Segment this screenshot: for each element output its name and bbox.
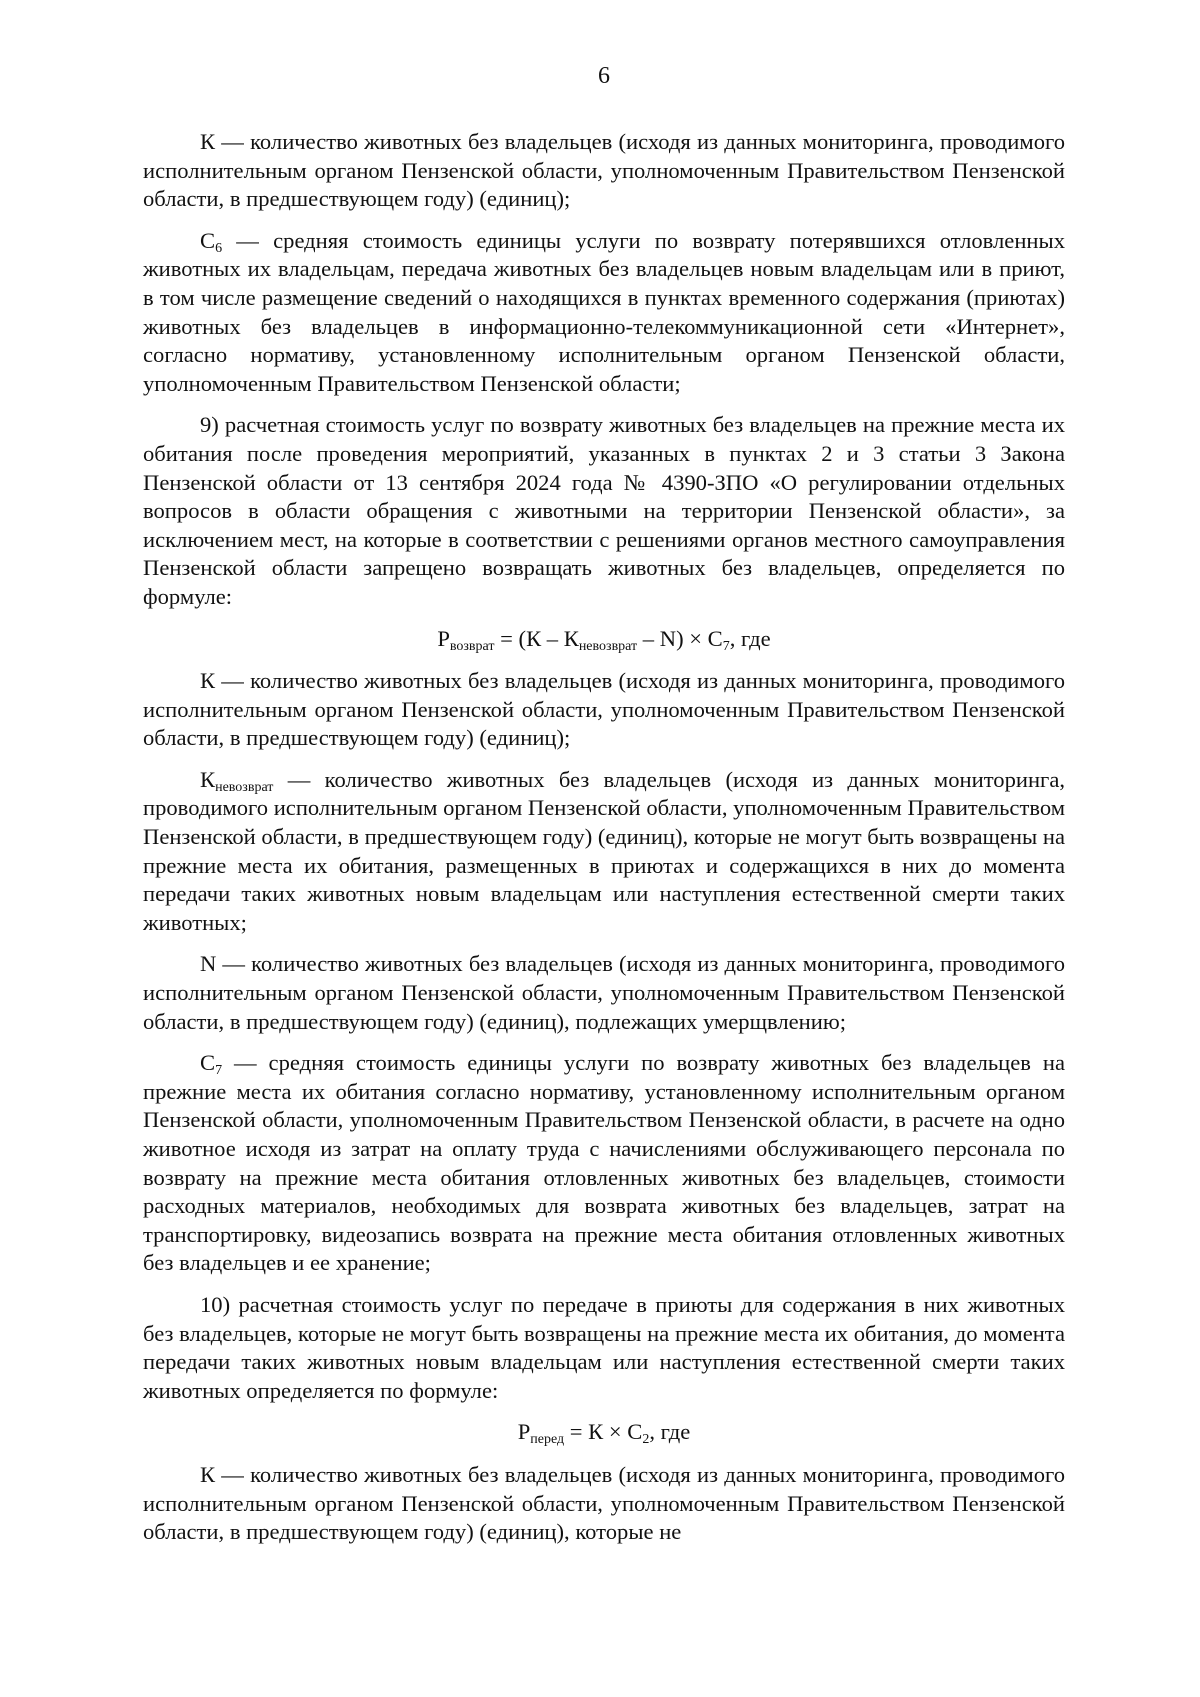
paragraph-item-10: 10) расчетная стоимость услуг по передаче в приюты для содержания в них животных без владельцев, которые не могут быть возвращены на прежние места их обитания, до момента передачи таких животных новым владельцам или наступления естественной смерти таких животных определяется по формуле: <box>143 1291 1065 1403</box>
page-number: 6 <box>598 63 610 89</box>
paragraph-c7-definition: $С_7$ — средняя стоимость единицы услуги по возврату животных без владельцев на прежние места их обитания согласно нормативу, установленному исполнительным органом Пензенской области, уполномоченным Правительством Пензенской области, в расчете на одно животное исходя из затрат на оплату труда с начислениями обслуживающего персонала по возврату на прежние места обитания отловленных животных без владельцев, стоимости расходных материалов, необходимых для возврата животных без владельцев, затрат на транспортировку, видеозапись возврата на прежние места обитания отловленных животных без владельцев и ее хранение; <box>143 1050 1065 1276</box>
paragraph-n-definition: N — количество животных без владельцев (исходя из данных мониторинга, проводимого исполнительным органом Пензенской области, уполномоченным Правительством Пензенской области, в предшествующем году) (единиц), подлежащих умерщвлению; <box>143 951 1065 1034</box>
paragraph-c6-definition: $С_6$ — средняя стоимость единицы услуги по возврату потерявшихся отловленных животных их владельцам, передача животных без владельцев новым владельцам или в приют, в том числе размещение сведений о находящихся в пунктах временного содержания (приютах) животных без владельцев в информационно-телекоммуникационной сети «Интернет», согласно нормативу, установленному исполнительным органом Пензенской области, уполномоченным Правительством Пензенской области; <box>143 227 1065 396</box>
paragraph-item-9: 9) расчетная стоимость услуг по возврату животных без владельцев на прежние места их обитания после проведения мероприятий, указанных в пунктах 2 и 3 статьи 3 Закона Пензенской области от 13 сентября 2024 года № 4390-ЗПО «О регулировании отдельных вопросов в области обращения с животными на территории Пензенской области», за исключением мест, на которые в соответствии с решениями органов местного самоуправления Пензенской области запрещено возвращать животных без владельцев, определяется по формуле: <box>143 412 1065 609</box>
document-page <box>143 62 1065 1560</box>
formula-vozvrat: $Р_{возврат} = (К - К_{невозврат} - N) \times С_7$, где <box>437 625 771 654</box>
formula-pered: $Р_{перед} = К \times С_2$, где <box>517 1419 691 1448</box>
paragraph-k-definition-1: К — количество животных без владельцев (исходя из данных мониторинга, проводимого исполнительным органом Пензенской области, уполномоченным Правительством Пензенской области, в предшествующем году) (единиц); <box>143 129 1065 212</box>
paragraph-k-nevozvrat-definition: $К_{невозврат}$ — количество животных без владельцев (исходя из данных мониторинга, проводимого исполнительным органом Пензенской области, уполномоченным Правительством Пензенской области, в предшествующем году) (единиц), которые не могут быть возвращены на прежние места их обитания, размещенных в приютах и содержащихся в них до момента передачи таких животных новым владельцам или наступления естественной смерти таких животных; <box>143 766 1065 935</box>
paragraph-k-definition-2: К — количество животных без владельцев (исходя из данных мониторинга, проводимого исполнительным органом Пензенской области, уполномоченным Правительством Пензенской области, в предшествующем году) (единиц); <box>143 668 1065 751</box>
paragraph-k-definition-3: К — количество животных без владельцев (исходя из данных мониторинга, проводимого исполнительным органом Пензенской области, уполномоченным Правительством Пензенской области, в предшествующем году) (единиц), которые не <box>143 1461 1065 1545</box>
